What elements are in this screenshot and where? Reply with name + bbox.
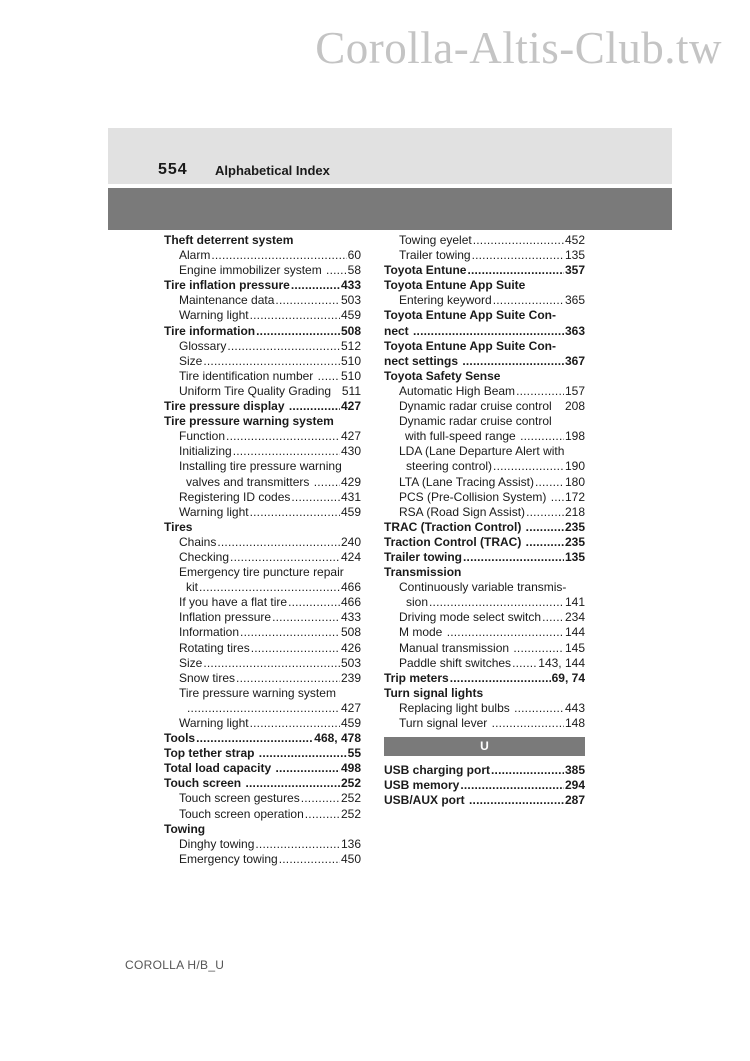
index-subentry: [164, 610, 361, 625]
page-ref: 512: [340, 338, 361, 353]
page-number: 554: [158, 161, 188, 178]
index-heading: [384, 686, 585, 701]
index-heading: [164, 520, 361, 535]
entry-text: Tires: [164, 519, 193, 534]
index-subentry: [384, 595, 585, 610]
index-subentry: [164, 716, 361, 731]
index-subentry: [164, 263, 361, 278]
entry-text: with full-speed range: [405, 429, 520, 444]
index-heading: [164, 324, 361, 339]
entry-text: If you have a flat tire: [179, 595, 288, 610]
dot-leader: [462, 354, 564, 369]
dot-leader: [467, 263, 564, 278]
dot-leader: [491, 763, 564, 778]
index-heading: [164, 414, 361, 429]
index-heading: [384, 324, 585, 339]
entry-text: Top tether strap: [164, 746, 258, 761]
index-subentry: [164, 791, 361, 806]
index-heading: [384, 671, 585, 686]
dot-leader: [512, 656, 537, 671]
entry-text: Toyota Entune App Suite: [384, 278, 526, 293]
dot-leader: [203, 656, 340, 671]
index-subentry: [164, 701, 361, 716]
page-ref: 60: [347, 248, 361, 263]
entry-text: Glossary: [179, 338, 227, 353]
entry-text: RSA (Road Sign Assist): [399, 504, 526, 519]
entry-text: Towing: [164, 821, 206, 836]
entry-text: Engine immobilizer system: [179, 263, 326, 278]
index-subentry: [164, 656, 361, 671]
dot-leader: [447, 625, 564, 640]
entry-text: Registering ID codes: [179, 489, 291, 504]
index-heading: [164, 822, 361, 837]
entry-text: Dynamic radar cruise control: [399, 399, 552, 414]
section-title: Alphabetical Index: [215, 163, 330, 178]
entry-text: Tools: [164, 731, 196, 746]
dot-leader: [493, 459, 564, 474]
index-heading: [384, 793, 585, 808]
dot-leader: [255, 837, 340, 852]
index-subentry: [164, 535, 361, 550]
entry-text: Warning light: [179, 308, 249, 323]
page-ref: 234: [564, 610, 585, 625]
index-heading: [384, 565, 585, 580]
index-subentry: [384, 475, 585, 490]
index-subentry: [384, 444, 585, 459]
index-subentry: [384, 580, 585, 595]
entry-text: Traction Control (TRAC): [384, 534, 525, 549]
dot-leader: [514, 701, 564, 716]
entry-text: Warning light: [179, 716, 249, 730]
index-subentry: [164, 339, 361, 354]
entry-text: Checking: [179, 549, 230, 564]
index-subentry: [384, 701, 585, 716]
dot-leader: [236, 671, 340, 686]
index-subentry: [384, 459, 585, 474]
index-subentry: [164, 671, 361, 686]
entry-text: nect: [384, 323, 413, 338]
index-subentry: [164, 595, 361, 610]
dot-leader: [187, 701, 340, 716]
dot-leader: [240, 625, 340, 640]
index-subentry: [164, 580, 361, 595]
page-ref: 510: [340, 353, 361, 368]
page-ref: 180: [564, 474, 585, 489]
dot-leader: [203, 354, 340, 369]
index-column-left: [164, 233, 361, 867]
index-subentry: [164, 490, 361, 505]
page-ref: 450: [340, 851, 361, 866]
index-heading: [384, 369, 585, 384]
entry-text: Turn signal lever: [399, 716, 491, 730]
entry-text: Emergency tire puncture repair: [179, 565, 344, 580]
index-heading: [384, 763, 585, 778]
page-ref: 190: [564, 459, 585, 474]
page-ref: 135: [564, 248, 585, 263]
index-heading: [164, 746, 361, 761]
page-ref: 287: [564, 793, 585, 808]
index-subentry: [164, 565, 361, 580]
page-ref: 252: [340, 791, 361, 806]
page-ref: 427: [340, 399, 361, 414]
entry-text: Towing eyelet: [399, 233, 472, 247]
entry-text: Uniform Tire Quality Grading: [179, 383, 335, 398]
page-ref: 443: [564, 700, 585, 715]
index-subentry: [384, 384, 585, 399]
entry-text: Function: [179, 429, 226, 444]
entry-text: Driving mode select switch: [399, 610, 542, 625]
entry-text: Toyota Entune App Suite Con-: [384, 338, 556, 353]
footer-model-code: COROLLA H/B_U: [125, 958, 225, 972]
page-ref: 365: [564, 293, 585, 308]
dot-leader: [211, 248, 346, 263]
entry-text: Total load capacity: [164, 761, 275, 776]
index-heading: [384, 550, 585, 565]
dot-leader: [526, 535, 564, 550]
index-heading: [384, 339, 585, 354]
index-subentry: [384, 490, 585, 505]
entry-text: TRAC (Traction Control): [384, 519, 525, 534]
dot-leader: [279, 852, 340, 867]
entry-text: Toyota Safety Sense: [384, 368, 501, 383]
dot-leader: [259, 746, 347, 761]
dot-leader: [526, 505, 564, 520]
section-letter-u: U: [384, 737, 585, 756]
page-ref: 157: [564, 383, 585, 398]
entry-text: Trailer towing: [399, 248, 471, 263]
entry-text: Size: [179, 655, 203, 670]
index-subentry: [384, 656, 585, 671]
page-ref: 429: [340, 474, 361, 489]
dot-leader: [326, 263, 347, 278]
index-heading: [164, 761, 361, 776]
entry-text: kit: [186, 580, 198, 595]
index-heading: [384, 535, 585, 550]
entry-text: USB charging port: [384, 763, 491, 778]
dot-leader: [314, 475, 340, 490]
dot-leader: [196, 731, 313, 746]
entry-text: Toyota Entune App Suite Con-: [384, 308, 556, 323]
index-subentry: [164, 248, 361, 263]
page-ref: 148: [564, 716, 585, 730]
page-ref: 508: [340, 625, 361, 640]
dot-leader: [305, 807, 340, 822]
dot-leader: [542, 610, 564, 625]
page-ref: 511: [341, 383, 361, 398]
dot-leader: [473, 233, 564, 248]
index-subentry: [164, 505, 361, 520]
index-subentry: [384, 293, 585, 308]
entry-text: Tire inflation pressure: [164, 278, 290, 293]
entry-text: Trip meters: [384, 670, 449, 685]
index-subentry: [164, 807, 361, 822]
header-divider-band: [108, 188, 672, 230]
page-ref: 55: [347, 746, 361, 761]
dot-leader: [318, 369, 340, 384]
entry-text: Touch screen operation: [179, 806, 304, 821]
index-subentry: [384, 505, 585, 520]
entry-text: Tire pressure warning system: [179, 685, 336, 700]
index-subentry: [164, 459, 361, 474]
dot-leader: [516, 384, 564, 399]
index-subentry: [164, 837, 361, 852]
index-subentry: [384, 641, 585, 656]
dot-leader: [250, 505, 340, 520]
entry-text: Paddle shift switches: [399, 655, 512, 670]
index-heading: [384, 354, 585, 369]
entry-text: Automatic High Beam: [399, 383, 516, 398]
page-ref: 510: [340, 368, 361, 383]
page-ref: 426: [340, 640, 361, 655]
dot-leader: [291, 490, 340, 505]
entry-text: Snow tires: [179, 670, 236, 685]
entry-text: PCS (Pre-Collision System): [399, 489, 550, 504]
entry-text: Toyota Entune: [384, 263, 467, 278]
entry-text: USB/AUX port: [384, 793, 468, 808]
entry-text: Installing tire pressure warning: [179, 459, 342, 474]
dot-leader: [233, 444, 340, 459]
index-subentry: [164, 625, 361, 640]
dot-leader: [251, 641, 340, 656]
dot-leader: [460, 778, 564, 793]
dot-leader: [535, 475, 564, 490]
entry-text: Tire pressure warning system: [164, 414, 334, 429]
index-subentry: [384, 233, 585, 248]
index-heading: [384, 263, 585, 278]
entry-text: Maintenance data: [179, 293, 275, 308]
entry-text: Initializing: [179, 444, 232, 459]
entry-text: nect settings: [384, 353, 462, 368]
page-ref: 433: [340, 278, 361, 293]
page-ref: 252: [340, 806, 361, 821]
page-ref: 141: [564, 595, 585, 610]
entry-text: Warning light: [179, 504, 249, 519]
dot-leader: [463, 550, 564, 565]
page-ref: 235: [564, 534, 585, 549]
entry-text: USB memory: [384, 778, 460, 793]
page-ref: 172: [564, 489, 585, 504]
entry-text: Touch screen: [164, 776, 245, 791]
page-ref: 144: [564, 625, 585, 640]
page-ref: 218: [564, 504, 585, 519]
entry-text: Tire pressure display: [164, 399, 288, 414]
index-heading: [164, 278, 361, 293]
entry-text: steering control): [406, 459, 493, 474]
page-ref: 240: [340, 534, 361, 549]
index-subentry: [384, 429, 585, 444]
entry-text: Replacing light bulbs: [399, 700, 514, 715]
dot-leader: [513, 641, 564, 656]
page-ref: 363: [564, 323, 585, 338]
index-subentry: [164, 369, 361, 384]
page-ref: 235: [564, 519, 585, 534]
dot-leader: [250, 308, 340, 323]
page-ref: 459: [340, 504, 361, 519]
dot-leader: [288, 595, 340, 610]
dot-leader: [227, 339, 340, 354]
entry-text: Dynamic radar cruise control: [399, 414, 552, 429]
page-ref: 198: [564, 429, 585, 444]
entry-text: Dinghy towing: [179, 836, 255, 851]
dot-leader: [250, 716, 340, 731]
dot-leader: [520, 429, 564, 444]
dot-leader: [492, 716, 564, 731]
dot-leader: [551, 490, 564, 505]
index-heading: [384, 278, 585, 293]
page-ref: 508: [340, 323, 361, 338]
entry-text: Trailer towing: [384, 549, 463, 564]
index-subentry: [164, 444, 361, 459]
dot-leader: [472, 248, 564, 263]
index-subentry: [384, 716, 585, 731]
index-subentry: [164, 293, 361, 308]
dot-leader: [272, 610, 340, 625]
page-ref: 498: [340, 761, 361, 776]
page-ref: 424: [340, 549, 361, 564]
index-subentry: [384, 414, 585, 429]
dot-leader: [429, 595, 564, 610]
index-subentry: [384, 625, 585, 640]
page-ref: 385: [564, 763, 585, 778]
entry-text: Chains: [179, 534, 217, 549]
page-ref: 427: [340, 429, 361, 444]
entry-text: Entering keyword: [399, 293, 492, 308]
page-ref: 252: [340, 776, 361, 791]
index-subentry: [384, 248, 585, 263]
watermark: Corolla-Altis-Club.tw: [315, 23, 722, 73]
index-subentry: [384, 610, 585, 625]
page-ref: 459: [340, 716, 361, 730]
dot-leader: [493, 293, 564, 308]
page-ref: 459: [340, 308, 361, 323]
dot-leader: [217, 535, 340, 550]
page-ref: 135: [564, 549, 585, 564]
index-column-right: [384, 233, 585, 808]
entry-text: Manual transmission: [399, 640, 513, 655]
dot-leader: [256, 324, 340, 339]
page-ref: 136: [340, 836, 361, 851]
dot-leader: [289, 399, 340, 414]
page-ref: 433: [340, 610, 361, 625]
dot-leader: [275, 293, 340, 308]
entry-text: valves and transmitters: [186, 474, 313, 489]
entry-text: Information: [179, 625, 240, 640]
entry-text: Tire information: [164, 323, 256, 338]
entry-text: M mode: [399, 625, 446, 640]
page-ref: 503: [340, 655, 361, 670]
index-heading: [384, 308, 585, 323]
entry-text: sion: [406, 595, 429, 610]
entry-text: Alarm: [179, 248, 211, 263]
entry-text: Transmission: [384, 565, 462, 580]
entry-text: Emergency towing: [179, 851, 278, 866]
page-ref: 367: [564, 353, 585, 368]
entry-text: Rotating tires: [179, 640, 250, 655]
dot-leader: [413, 324, 564, 339]
page-ref: 452: [564, 233, 585, 247]
entry-text: Tire identification number: [179, 368, 317, 383]
index-subentry: [164, 550, 361, 565]
index-heading: [384, 778, 585, 793]
index-subentry: [164, 429, 361, 444]
index-heading: [384, 520, 585, 535]
page-ref: 58: [347, 263, 361, 278]
index-heading: [164, 776, 361, 791]
page-ref: 431: [340, 489, 361, 504]
index-subentry: [164, 354, 361, 369]
dot-leader: [469, 793, 564, 808]
page-ref: 239: [340, 670, 361, 685]
index-heading: [164, 731, 361, 746]
entry-text: LDA (Lane Departure Alert with: [399, 444, 565, 459]
index-subentry: [384, 399, 585, 414]
entry-text: Size: [179, 353, 203, 368]
dot-leader: [199, 580, 340, 595]
entry-text: Continuously variable transmis-: [399, 580, 567, 595]
page-ref: 466: [340, 580, 361, 595]
dot-leader: [245, 776, 340, 791]
dot-leader: [301, 791, 340, 806]
page-header: [108, 128, 672, 184]
index-heading: [164, 233, 361, 248]
index-subentry: [164, 641, 361, 656]
entry-text: Inflation pressure: [179, 610, 272, 625]
page-ref: 466: [340, 595, 361, 610]
dot-leader: [291, 278, 340, 293]
index-subentry: [164, 686, 361, 701]
page-ref: 357: [564, 263, 585, 278]
index-subentry: [164, 384, 361, 399]
dot-leader: [526, 520, 564, 535]
page-ref: 208: [564, 399, 585, 414]
index-heading: [164, 399, 361, 414]
page-ref: 143, 144: [538, 655, 585, 670]
index-subentry: [164, 308, 361, 323]
entry-text: Theft deterrent system: [164, 233, 294, 247]
entry-text: Touch screen gestures: [179, 791, 300, 806]
dot-leader: [226, 429, 340, 444]
dot-leader: [230, 550, 340, 565]
page-ref: 503: [340, 293, 361, 308]
page-ref: 430: [340, 444, 361, 459]
entry-text: LTA (Lane Tracing Assist): [399, 474, 534, 489]
page-ref: 69, 74: [551, 670, 585, 685]
page-ref: 145: [564, 640, 585, 655]
index-subentry: [164, 475, 361, 490]
dot-leader: [450, 671, 551, 686]
page-ref: 294: [564, 778, 585, 793]
dot-leader: [275, 761, 339, 776]
page-ref: 468, 478: [314, 731, 361, 746]
entry-text: Turn signal lights: [384, 685, 484, 700]
page-ref: 427: [340, 700, 361, 715]
index-subentry: [164, 852, 361, 867]
